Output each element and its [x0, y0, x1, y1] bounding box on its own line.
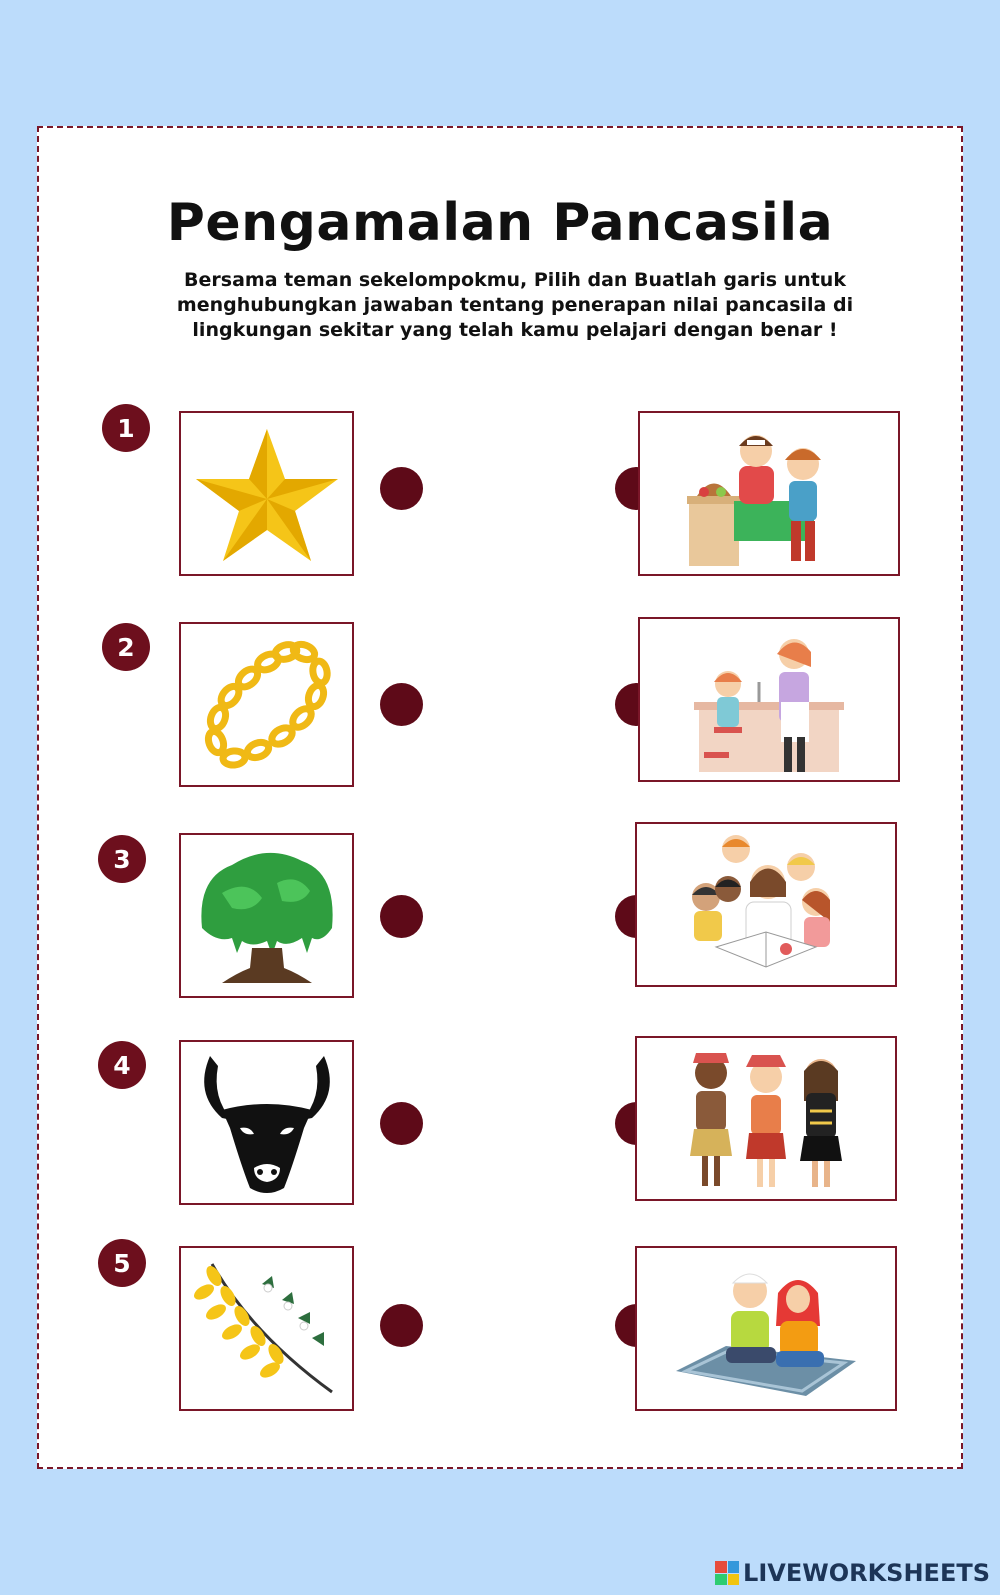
- children-praying-illustration: [666, 1251, 866, 1406]
- right-image-box-5: [635, 1246, 897, 1411]
- page-title: Pengamalan Pancasila: [166, 193, 834, 253]
- brand-name: LIVEWORKSHEETS: [743, 1559, 990, 1587]
- children-in-traditional-costumes-illustration: [676, 1041, 856, 1196]
- right-image-box-3: [635, 822, 897, 987]
- left-image-box-2: [179, 622, 354, 787]
- teacher-reading-with-children-illustration: [676, 827, 856, 982]
- instructions: [150, 268, 880, 343]
- brand-footer: [715, 1559, 990, 1587]
- number-badge-3: 3: [98, 835, 146, 883]
- number-badge-5: 5: [98, 1239, 146, 1287]
- left-image-box-3: [179, 833, 354, 998]
- instruction-line: lingkungan sekitar yang telah kamu pelajari dengan benar !: [192, 319, 838, 341]
- match-dot-left-2[interactable]: [380, 683, 423, 726]
- child-helping-mother-wash-dishes-illustration: [679, 622, 859, 777]
- left-image-box-4: [179, 1040, 354, 1205]
- match-dot-left-4[interactable]: [380, 1102, 423, 1145]
- match-dot-left-3[interactable]: [380, 895, 423, 938]
- match-dot-left-1[interactable]: [380, 467, 423, 510]
- star-icon: [192, 421, 342, 566]
- right-image-box-4: [635, 1036, 897, 1201]
- left-image-box-5: [179, 1246, 354, 1411]
- children-helping-sick-friend-illustration: [679, 416, 859, 571]
- chain-icon: [192, 630, 342, 780]
- instruction-line: Bersama teman sekelompokmu, Pilih dan Buatlah garis untuk: [184, 269, 846, 291]
- bull-head-icon: [192, 1048, 342, 1198]
- left-image-box-1: [179, 411, 354, 576]
- right-image-box-2: [638, 617, 900, 782]
- liveworksheets-logo-icon: [715, 1561, 739, 1585]
- number-badge-2: 2: [102, 623, 150, 671]
- number-badge-4: 4: [98, 1041, 146, 1089]
- rice-cotton-icon: [192, 1254, 342, 1404]
- match-dot-left-5[interactable]: [380, 1304, 423, 1347]
- banyan-tree-icon: [192, 843, 342, 988]
- number-badge-1: 1: [102, 404, 150, 452]
- right-image-box-1: [638, 411, 900, 576]
- instruction-line: menghubungkan jawaban tentang penerapan nilai pancasila di: [176, 294, 854, 316]
